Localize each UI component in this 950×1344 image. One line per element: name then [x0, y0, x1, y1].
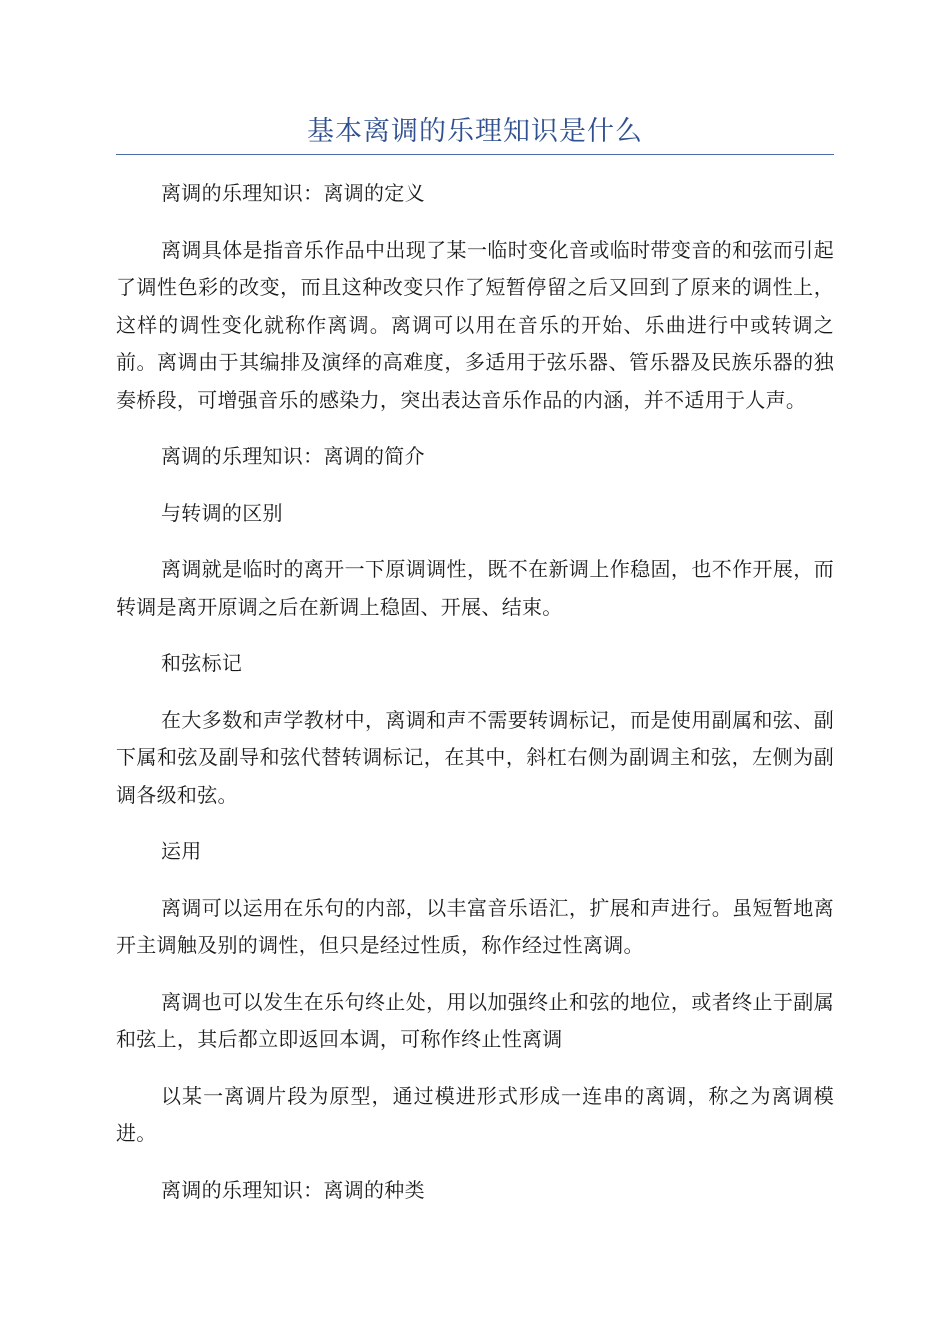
paragraph-usage-sequence: 以某一离调片段为原型，通过模进形式形成一连串的离调，称之为离调模进。 [116, 1083, 834, 1145]
title-underline [116, 154, 834, 155]
subheading-difference: 与转调的区别 [161, 500, 283, 525]
paragraph-chord-notation: 在大多数和声学教材中，离调和声不需要转调标记，而是使用副属和弦、副下属和弦及副导和弦代替转调标记，在其中，斜杠右侧为副调主和弦，左侧为副调各级和弦。 [116, 707, 834, 807]
subheading-usage: 运用 [161, 839, 202, 863]
paragraph-difference: 离调就是临时的离开一下原调调性，既不在新调上作稳固，也不作开展，而转调是离开原调之后在新调上稳固、开展、结束。 [116, 557, 834, 619]
section-heading-intro: 离调的乐理知识：离调的简介 [161, 444, 425, 468]
section-heading-definition: 离调的乐理知识：离调的定义 [161, 181, 425, 205]
document-body [116, 175, 834, 1228]
paragraph-usage-passing: 离调可以运用在乐句的内部，以丰富音乐语汇，扩展和声进行。虽短暂地离开主调触及别的调性，但只是经过性质，称作经过性离调。 [116, 895, 834, 957]
paragraph-definition: 离调具体是指音乐作品中出现了某一临时变化音或临时带变音的和弦而引起了调性色彩的改变，而且这种改变只作了短暂停留之后又回到了原来的调性上，这样的调性变化就称作离调。离调可以用在音乐的开始、乐曲进行中或转调之前。离调由于其编排及演绎的高难度，多适用于弦乐器、管乐器及民族乐器的独奏桥段，可增强音乐的感染力，突出表达音乐作品的内涵，并不适用于人声。 [116, 237, 834, 412]
document-title: 基本离调的乐理知识是什么 [307, 116, 643, 147]
section-heading-types: 离调的乐理知识：离调的种类 [161, 1177, 425, 1202]
paragraph-usage-cadential: 离调也可以发生在乐句终止处，用以加强终止和弦的地位，或者终止于副属和弦上，其后都立即返回本调，可称作终止性离调 [116, 989, 834, 1051]
subheading-chord-notation: 和弦标记 [161, 651, 243, 675]
document-page [116, 0, 834, 1344]
